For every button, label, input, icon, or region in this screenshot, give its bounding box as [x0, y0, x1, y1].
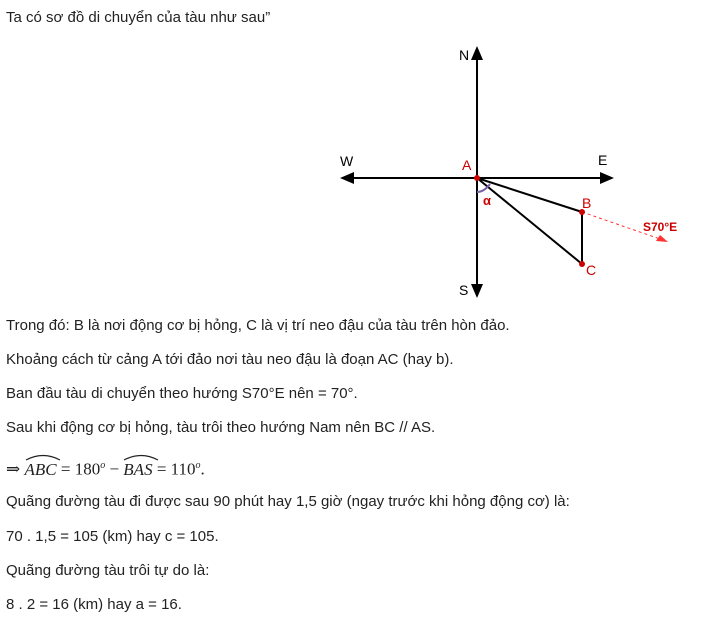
east-arrowhead — [600, 172, 614, 184]
paragraph-3: Ban đầu tàu di chuyển theo hướng S70°E nên = 70°. — [6, 385, 358, 402]
south-label: S — [459, 282, 469, 298]
north-arrowhead — [471, 46, 483, 60]
angle-label: α — [483, 193, 491, 208]
west-label: W — [340, 153, 354, 169]
navigation-diagram — [0, 0, 713, 310]
implies-symbol: ⇒ — [6, 459, 21, 479]
formula-line: ⇒ ABC = $180^o$ − BAS = $110^o$. — [6, 456, 205, 480]
paragraph-9: 8 . 2 = 16 (km) hay a = 16. — [6, 596, 182, 613]
south-arrowhead — [471, 284, 483, 298]
intro-text: Ta có sơ đồ di chuyển của tàu như sau” — [6, 9, 271, 26]
point-c-label: C — [586, 262, 597, 278]
paragraph-6: Quãng đường tàu đi được sau 90 phút hay 1,5 giờ (ngay trước khi hỏng động cơ) là: — [6, 493, 570, 510]
point-b-label: B — [582, 195, 592, 211]
north-label: N — [459, 47, 470, 63]
paragraph-8: Quãng đường tàu trôi tự do là: — [6, 562, 210, 579]
paragraph-1: Trong đó: B là nơi động cơ bị hỏng, C là vị trí neo đậu của tàu trên hòn đảo. — [6, 317, 510, 334]
point-a-dot — [474, 175, 480, 181]
bearing-label: S70°E — [643, 220, 678, 234]
angle-bas: BAS — [123, 460, 152, 480]
segment-ac — [477, 178, 582, 264]
bearing-arrowhead — [656, 235, 668, 242]
angle-abc: ABC — [25, 460, 57, 480]
paragraph-4: Sau khi động cơ bị hỏng, tàu trôi theo hướng Nam nên BC // AS. — [6, 419, 436, 436]
point-c-dot — [579, 261, 585, 267]
segment-ab — [477, 178, 582, 212]
east-label: E — [598, 152, 608, 168]
west-arrowhead — [340, 172, 354, 184]
paragraph-7: 70 . 1,5 = 105 (km) hay c = 105. — [6, 528, 219, 545]
point-a-label: A — [462, 157, 472, 173]
paragraph-2: Khoảng cách từ cảng A tới đảo nơi tàu neo đậu là đoạn AC (hay b). — [6, 351, 454, 368]
